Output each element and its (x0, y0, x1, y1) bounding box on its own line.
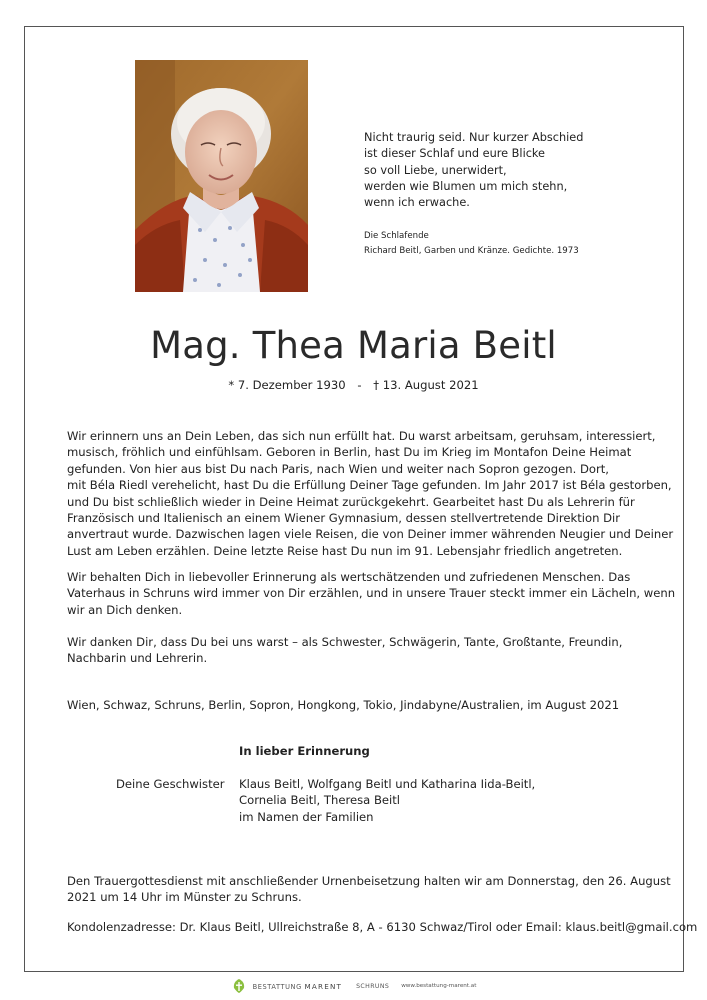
paragraph-line: Wir erinnern uns an Dein Leben, das sich nun erfüllt hat. Du warst arbeitsam, geruhsam, interessiert, (67, 429, 656, 443)
life-dates (0, 378, 707, 392)
paragraph-line: mit Béla Riedl verehelicht, hast Du die Erfüllung Deiner Tage gefunden. Im Jahr 2017 ist Béla gestorben, (67, 478, 672, 493)
places-line (67, 697, 647, 713)
portrait-photo (135, 60, 308, 292)
paragraph-line: musisch, fröhlich und einfühlsam. Geboren in Berlin, hast Du im Krieg im Montafon Deine Heimat (67, 445, 632, 460)
deceased-name: Mag. Thea Maria Beitl (150, 324, 557, 367)
poem-title: Die Schlafende (364, 231, 429, 241)
paragraph-line: Wir behalten Dich in liebevoller Erinnerung als wertschätzenden und zufriedenen Menschen. Das (67, 570, 631, 584)
remembrance-paragraph (67, 428, 674, 559)
family-line: Cornelia Beitl, Theresa Beitl (239, 793, 401, 808)
family-label: Deine Geschwister (116, 777, 225, 791)
paragraph-line: Lust am Leben erzählen. Deine letzte Reise hast Du nun im 91. Lebensjahr friedlich angetreten. (67, 543, 623, 558)
paragraph-line: Vaterhaus in Schruns wird immer von Dir erzählen, und in unsere Trauer steckt immer ein Lächeln, wenn (67, 586, 676, 601)
birth-date: * 7. Dezember 1930 (228, 378, 346, 392)
condolence-text: Kondolenzadresse: Dr. Klaus Beitl, Ullreichstraße 8, A - 6130 Schwaz/Tirol oder Email: klaus.beitl@gmail.com (67, 920, 698, 934)
paragraph-line: wir an Dich denken. (67, 602, 183, 617)
footer-brand (253, 982, 343, 991)
family-line: im Namen der Familien (239, 809, 374, 824)
places-text: Wien, Schwaz, Schruns, Berlin, Sopron, Hongkong, Tokio, Jindabyne/Australien, im August 2021 (67, 698, 620, 712)
footer-place: SCHRUNS (356, 982, 390, 990)
poem-line: Nicht traurig seid. Nur kurzer Abschied (364, 131, 584, 144)
paragraph-line: und Du bist schließlich wieder in Deine Heimat zurückgekehrt. Gearbeitet hast Du als Lehrerin für (67, 494, 635, 509)
footer-brand-prefix: BESTATTUNG (252, 982, 302, 991)
memorial-heading: In lieber Erinnerung (239, 744, 370, 758)
poem-citation: Richard Beitl, Garben und Kränze. Gedichte. 1973 (364, 245, 579, 256)
poem-line: ist dieser Schlaf und eure Blicke (364, 147, 546, 161)
poem-line: so voll Liebe, unerwidert, (364, 163, 507, 177)
date-separator: - (357, 378, 362, 392)
service-line: Den Trauergottesdienst mit anschließender Urnenbeisetzung halten wir am Donnerstag, den 26. August (67, 874, 671, 888)
thanks-paragraph (67, 634, 647, 667)
family-list (239, 776, 535, 825)
poem-line: werden wie Blumen um mich stehn, (364, 179, 568, 193)
poem-verse (364, 130, 664, 211)
service-info (67, 873, 671, 906)
paragraph-line: anvertraut wurde. Dazwischen lagen viele Reisen, die von Deiner immer währenden Neugier und Deiner (67, 527, 674, 542)
memory-paragraph (67, 569, 676, 618)
service-line: 2021 um 14 Uhr im Münster zu Schruns. (67, 890, 302, 905)
poem-source (364, 229, 664, 258)
portrait-photo-graphic (135, 60, 308, 292)
paragraph-line: Französisch und Italienisch an einem Wiener Gymnasium, dessen stellvertretende Direktion Dir (67, 511, 621, 526)
footer (0, 974, 707, 998)
death-date: † 13. August 2021 (373, 378, 479, 392)
footer-brand-name: MARENT (304, 981, 343, 991)
leaf-cross-icon (231, 978, 247, 994)
paragraph-line: Wir danken Dir, dass Du bei uns warst – als Schwester, Schwägerin, Tante, Großtante, Freundin, (67, 635, 623, 649)
paragraph-line: Nachbarin und Lehrerin. (67, 651, 208, 666)
condolence-address (67, 919, 698, 935)
footer-website-link[interactable]: www.bestattung-marent.at (401, 983, 477, 989)
poem-line: wenn ich erwache. (364, 196, 470, 210)
family-line: Klaus Beitl, Wolfgang Beitl und Katharina Iida-Beitl, (239, 777, 536, 791)
paragraph-line: gefunden. Von hier aus bist Du nach Paris, nach Wien und weiter nach Sopron gezogen. Dort, (67, 461, 609, 476)
